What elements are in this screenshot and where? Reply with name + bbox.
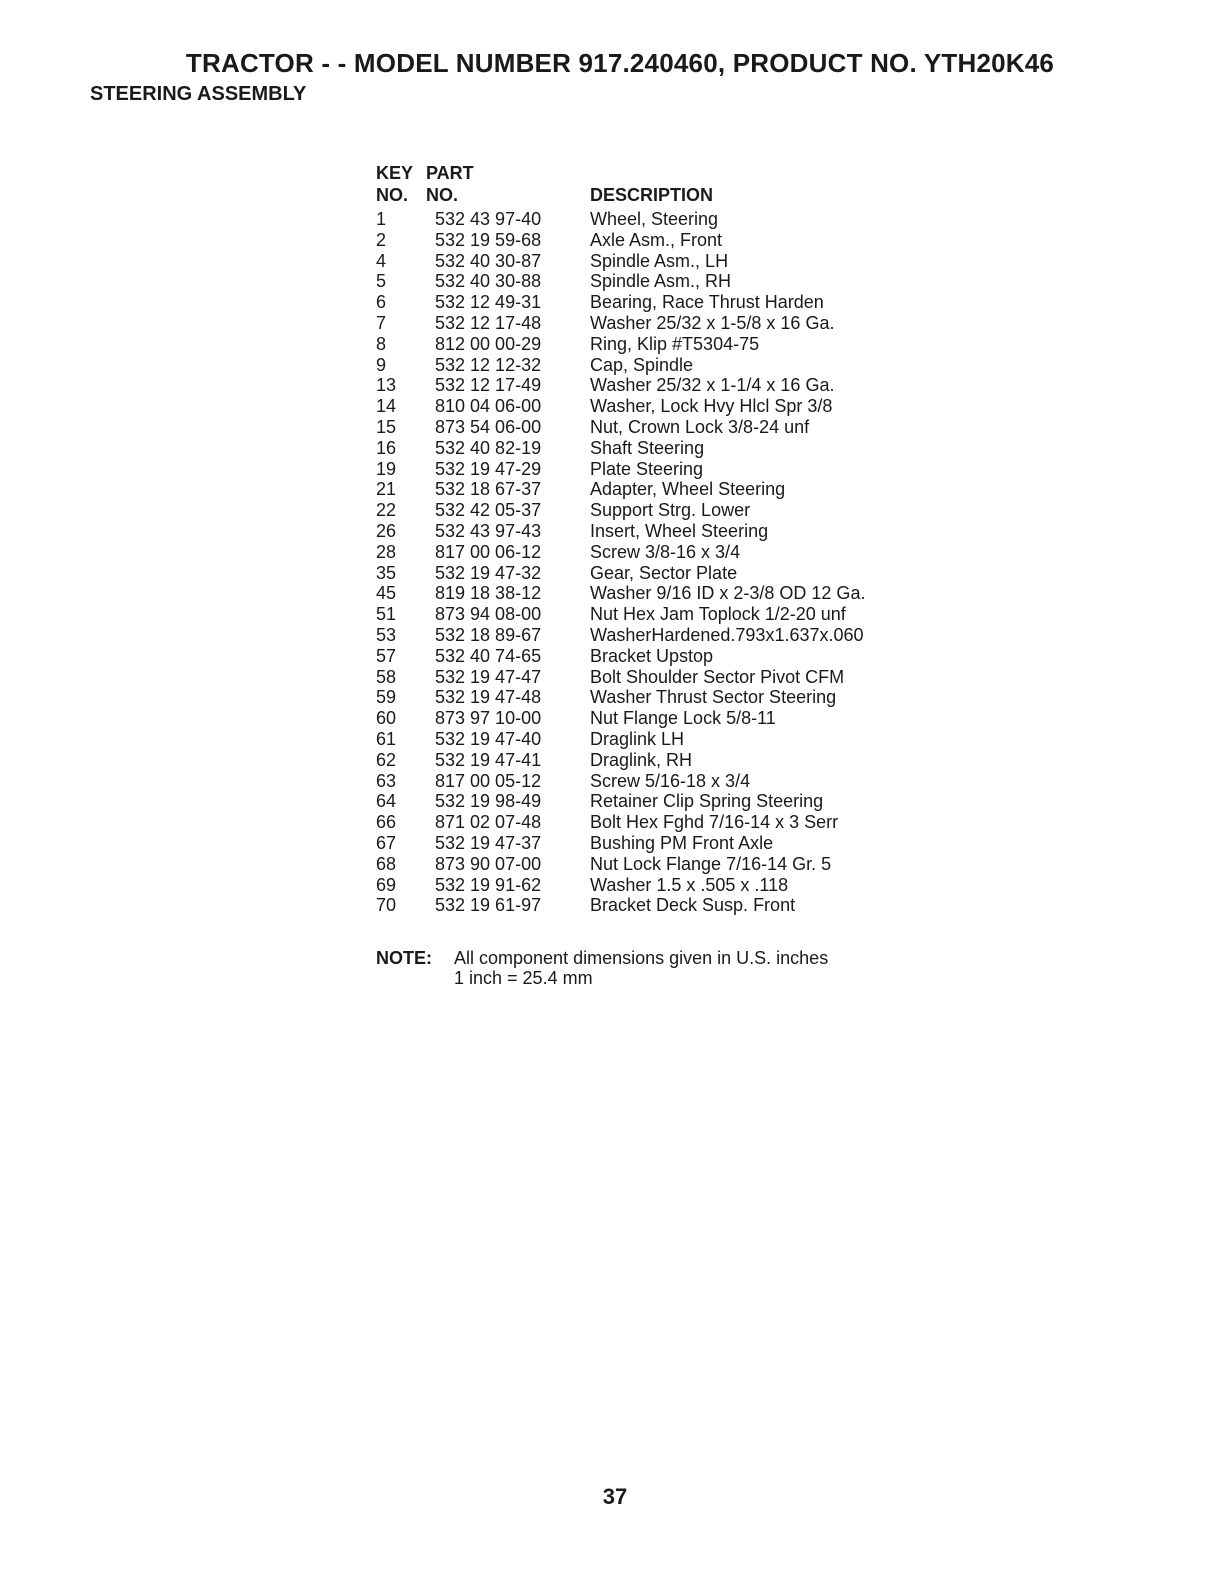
key-no-cell: 28 [376, 541, 397, 562]
key-no-cell: 59 [376, 687, 397, 708]
key-no-cell: 4 [376, 250, 387, 271]
note-line-2: 1 inch = 25.4 mm [454, 968, 593, 988]
part-no-cell: 532 19 47-37 [435, 832, 542, 853]
part-no-cell: 532 40 30-87 [435, 250, 542, 271]
description-cell: Spindle Asm., RH [590, 271, 732, 292]
part-no-cell: 532 19 47-32 [435, 562, 542, 583]
description-cell: Cap, Spindle [590, 354, 694, 375]
description-cell: Washer Thrust Sector Steering [590, 687, 837, 708]
description-cell: Draglink LH [590, 728, 685, 749]
key-no-cell: 2 [376, 229, 387, 250]
part-no-cell: 532 19 47-40 [435, 728, 542, 749]
description-cell: Plate Steering [590, 458, 704, 479]
part-no-cell: 532 19 98-49 [435, 791, 542, 812]
description-cell: Washer 9/16 ID x 2-3/8 OD 12 Ga. [590, 583, 866, 604]
key-no-cell: 64 [376, 791, 397, 812]
description-cell: Gear, Sector Plate [590, 562, 738, 583]
key-no-cell: 68 [376, 853, 397, 874]
description-cell: Adapter, Wheel Steering [590, 479, 786, 500]
key-no-cell: 66 [376, 812, 397, 833]
part-no-cell: 871 02 07-48 [435, 812, 542, 833]
key-no-cell: 51 [376, 604, 397, 625]
description-cell: Insert, Wheel Steering [590, 520, 769, 541]
description-cell: Screw 3/8-16 x 3/4 [590, 541, 741, 562]
part-no-cell: 532 19 47-29 [435, 458, 542, 479]
description-cell: Spindle Asm., LH [590, 250, 729, 271]
key-no-cell: 63 [376, 770, 397, 791]
key-no-cell: 13 [376, 375, 397, 396]
key-no-cell: 22 [376, 500, 397, 521]
part-no-cell: 873 97 10-00 [435, 708, 542, 729]
key-no-cell: 6 [376, 292, 387, 313]
key-no-cell: 57 [376, 645, 397, 666]
description-cell: Bushing PM Front Axle [590, 832, 774, 853]
part-no-cell: 532 42 05-37 [435, 500, 542, 521]
part-no-cell: 873 94 08-00 [435, 604, 542, 625]
description-cell: Washer, Lock Hvy Hlcl Spr 3/8 [590, 396, 833, 417]
description-cell: Washer 25/32 x 1-1/4 x 16 Ga. [590, 375, 835, 396]
description-cell: Nut Flange Lock 5/8-11 [590, 708, 776, 729]
part-no-cell: 812 00 00-29 [435, 333, 542, 354]
description-cell: Draglink, RH [590, 749, 693, 770]
part-no-cell: 532 18 67-37 [435, 479, 542, 500]
part-no-cell: 817 00 06-12 [435, 541, 542, 562]
key-no-cell: 7 [376, 312, 387, 333]
section-title: STEERING ASSEMBLY [90, 83, 307, 105]
part-no-cell: 810 04 06-00 [435, 396, 542, 417]
part-no-cell: 532 12 49-31 [435, 292, 542, 313]
key-no-cell: 53 [376, 624, 397, 645]
key-no-cell: 67 [376, 832, 397, 853]
description-cell: Axle Asm., Front [590, 229, 723, 250]
description-cell: Washer 1.5 x .505 x .118 [590, 874, 789, 895]
key-no-cell: 69 [376, 874, 397, 895]
description-cell: Nut Lock Flange 7/16-14 Gr. 5 [590, 853, 832, 874]
description-cell: Screw 5/16-18 x 3/4 [590, 770, 751, 791]
key-no-cell: 58 [376, 666, 397, 687]
key-no-cell: 60 [376, 708, 397, 729]
part-no-cell: 532 43 97-43 [435, 520, 542, 541]
description-cell: Bracket Upstop [590, 645, 714, 666]
key-no-header-line2: NO. [376, 185, 409, 205]
description-cell: Retainer Clip Spring Steering [590, 791, 824, 812]
note-line-1: All component dimensions given in U.S. inches [454, 948, 829, 968]
key-no-cell: 16 [376, 437, 397, 458]
key-no-cell: 9 [376, 354, 387, 375]
part-no-cell: 532 19 59-68 [435, 229, 542, 250]
part-no-cell: 532 19 47-48 [435, 687, 542, 708]
description-cell: Bearing, Race Thrust Harden [590, 292, 824, 313]
page-title: TRACTOR - - MODEL NUMBER 917.240460, PRODUCT NO. YTH20K46 [185, 48, 1055, 78]
key-no-header-line1: KEY [376, 163, 414, 183]
part-no-cell: 532 43 97-40 [435, 209, 542, 229]
description-cell: WasherHardened.793x1.637x.060 [590, 624, 864, 645]
part-no-cell: 532 18 89-67 [435, 624, 542, 645]
key-no-cell: 8 [376, 333, 387, 354]
description-cell: Ring, Klip #T5304-75 [590, 333, 760, 354]
key-no-cell: 35 [376, 562, 397, 583]
description-header: DESCRIPTION [590, 185, 714, 205]
key-no-cell: 21 [376, 479, 397, 500]
part-no-header-line2: NO. [426, 185, 459, 205]
description-cell: Wheel, Steering [590, 209, 719, 229]
part-no-cell: 873 90 07-00 [435, 853, 542, 874]
part-no-cell: 819 18 38-12 [435, 583, 542, 604]
description-cell: Nut, Crown Lock 3/8-24 unf [590, 416, 810, 437]
key-no-cell: 14 [376, 396, 397, 417]
part-no-cell: 532 12 17-48 [435, 312, 542, 333]
key-no-cell: 45 [376, 583, 397, 604]
description-cell: Washer 25/32 x 1-5/8 x 16 Ga. [590, 312, 835, 333]
part-no-cell: 532 40 82-19 [435, 437, 542, 458]
part-no-cell: 532 19 47-47 [435, 666, 542, 687]
description-cell: Support Strg. Lower [590, 500, 751, 521]
part-no-cell: 532 12 12-32 [435, 354, 542, 375]
part-no-cell: 817 00 05-12 [435, 770, 542, 791]
description-cell: Bolt Hex Fghd 7/16-14 x 3 Serr [590, 812, 839, 833]
key-no-cell: 61 [376, 728, 397, 749]
key-no-cell: 5 [376, 271, 387, 292]
key-no-cell: 62 [376, 749, 397, 770]
key-no-cell: 15 [376, 416, 397, 437]
page-number: 37 [602, 1484, 628, 1509]
part-no-cell: 532 19 61-97 [435, 895, 542, 916]
description-cell: Bracket Deck Susp. Front [590, 895, 796, 916]
part-no-cell: 532 19 91-62 [435, 874, 542, 895]
key-no-cell: 1 [376, 209, 387, 229]
description-cell: Bolt Shoulder Sector Pivot CFM [590, 666, 845, 687]
part-no-cell: 532 40 74-65 [435, 645, 542, 666]
part-no-cell: 532 40 30-88 [435, 271, 542, 292]
description-cell: Nut Hex Jam Toplock 1/2-20 unf [590, 604, 846, 625]
part-no-cell: 532 12 17-49 [435, 375, 542, 396]
description-cell: Shaft Steering [590, 437, 705, 458]
key-no-cell: 70 [376, 895, 397, 916]
part-no-header-line1: PART [426, 163, 474, 183]
part-no-cell: 532 19 47-41 [435, 749, 542, 770]
key-no-cell: 26 [376, 520, 397, 541]
key-no-cell: 19 [376, 458, 397, 479]
note-label: NOTE: [376, 948, 432, 968]
part-no-cell: 873 54 06-00 [435, 416, 542, 437]
